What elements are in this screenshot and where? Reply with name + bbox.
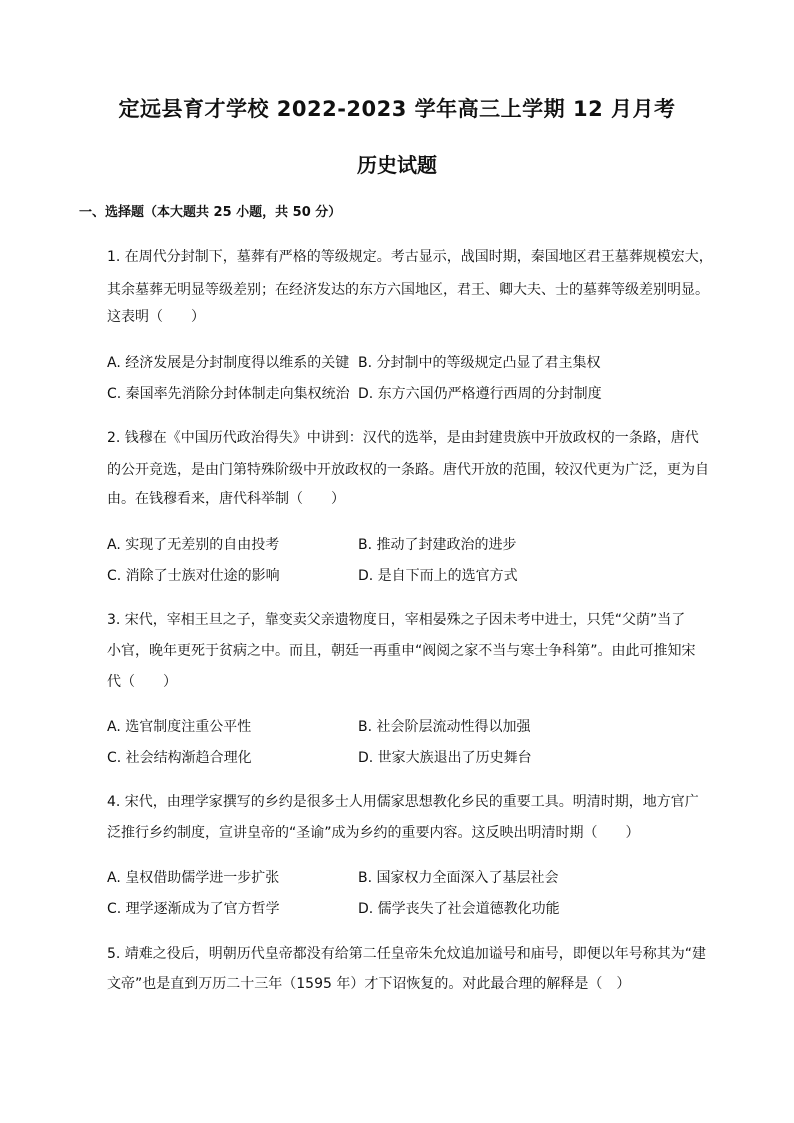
question-4-option-c: C. 理学逐渐成为了官方哲学: [107, 901, 280, 917]
page-title: 定远县育才学校 2022-2023 学年高三上学期 12 月月考: [118, 97, 676, 121]
question-1-line-1: 1. 在周代分封制下，墓葬有严格的等级规定。考古显示，战国时期，秦国地区君王墓葬规模宏大，: [107, 249, 713, 265]
question-2-line-3: 由。在钱穆看来，唐代科举制（ ）: [107, 491, 345, 507]
question-1-line-2: 其余墓葬无明显等级差别；在经济发达的东方六国地区，君王、卿大夫、士的墓葬等级差别明显。: [107, 282, 709, 298]
question-5-line-1: 5. 靖难之役后，明朝历代皇帝都没有给第二任皇帝朱允炆追加谥号和庙号，即便以年号称其为“建: [107, 946, 707, 962]
question-2-option-d: D. 是自下而上的选官方式: [358, 568, 518, 584]
question-4-option-d: D. 儒学丧失了社会道德教化功能: [358, 901, 560, 917]
question-3-line-1: 3. 宋代，宰相王旦之子，靠变卖父亲遗物度日，宰相晏殊之子因未考中进士，只凭“父荫”当了: [107, 612, 686, 628]
question-4-option-a: A. 皇权借助儒学进一步扩张: [107, 870, 280, 886]
question-1-option-d: D. 东方六国仍严格遵行西周的分封制度: [358, 386, 602, 402]
question-2-option-c: C. 消除了士族对仕途的影响: [107, 568, 280, 584]
question-3-line-2: 小官，晚年更死于贫病之中。而且，朝廷一再重申“阀阅之家不当与寒士争科第”。由此可推知宋: [107, 643, 696, 659]
question-4-line-2: 泛推行乡约制度，宣讲皇帝的“圣谕”成为乡约的重要内容。这反映出明清时期（ ）: [107, 825, 640, 841]
question-4-line-1: 4. 宋代，由理学家撰写的乡约是很多士人用儒家思想教化乡民的重要工具。明清时期，地方官广: [107, 794, 699, 810]
question-3-option-b: B. 社会阶层流动性得以加强: [358, 719, 531, 735]
question-5-line-2: 文帝”也是直到万历二十三年（1595 年）才下诏恢复的。对此最合理的解释是（ ）: [107, 976, 631, 992]
question-1-option-b: B. 分封制中的等级规定凸显了君主集权: [358, 355, 601, 371]
question-1-option-a: A. 经济发展是分封制度得以维系的关键: [107, 355, 350, 371]
page-subtitle: 历史试题: [357, 153, 437, 177]
question-3-option-d: D. 世家大族退出了历史舞台: [358, 750, 532, 766]
question-4-option-b: B. 国家权力全面深入了基层社会: [358, 870, 559, 886]
question-3-line-3: 代（ ）: [107, 674, 177, 690]
question-2-line-2: 的公开竞选，是由门第特殊阶级中开放政权的一条路。唐代开放的范围，较汉代更为广泛，更为自: [107, 462, 709, 478]
question-2-line-1: 2. 钱穆在《中国历代政治得失》中讲到：汉代的选举，是由封建贵族中开放政权的一条路，唐代: [107, 430, 699, 446]
question-2-option-a: A. 实现了无差别的自由投考: [107, 537, 280, 553]
question-1-option-c: C. 秦国率先消除分封体制走向集权统治: [107, 386, 350, 402]
question-3-option-a: A. 选官制度注重公平性: [107, 719, 252, 735]
question-1-line-3: 这表明（ ）: [107, 309, 205, 325]
question-3-option-c: C. 社会结构渐趋合理化: [107, 750, 252, 766]
question-2-option-b: B. 推动了封建政治的进步: [358, 537, 517, 553]
section-heading: 一、选择题（本大题共 25 小题，共 50 分）: [79, 205, 342, 220]
